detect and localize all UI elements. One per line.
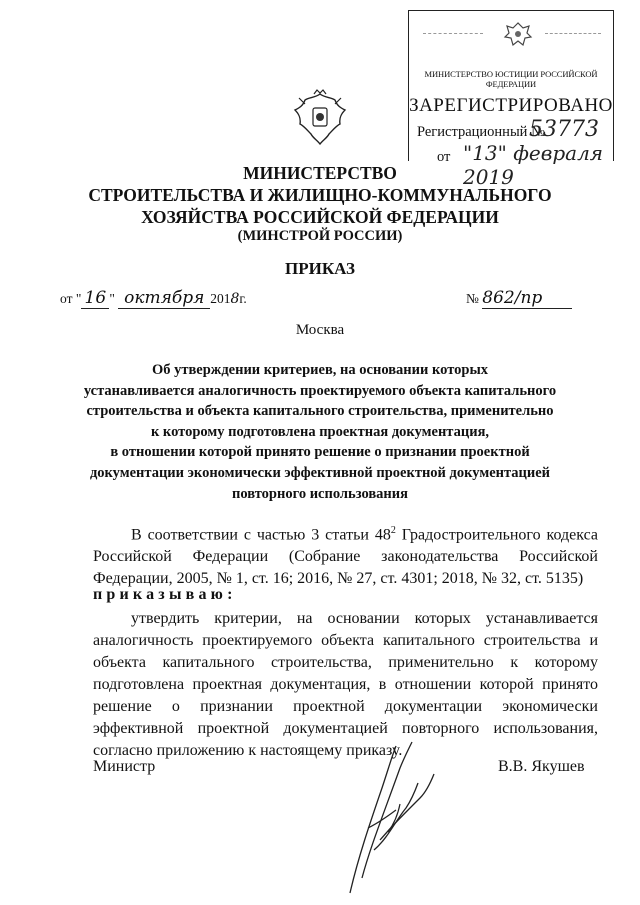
subject-line: документации экономически эффективной проектной документацией (89, 464, 551, 481)
stamp-date-label: от (437, 149, 451, 165)
coat-of-arms-icon (289, 88, 351, 150)
handwritten-signature (330, 728, 450, 898)
orders-word: приказываю: (93, 586, 237, 603)
order-number (466, 288, 572, 309)
city: Москва (295, 322, 345, 338)
stamp-noise (423, 33, 483, 40)
signatory-title: Министр (93, 758, 156, 775)
date-day: 16 (81, 288, 109, 309)
date-year-digit: 8 (230, 291, 240, 307)
stamp-noise (545, 33, 601, 40)
stamp-regnum-value: 53773 (529, 117, 599, 142)
ministry-short-name: (МИНСТРОЙ РОССИИ) (237, 228, 403, 244)
ministry-title-line: ХОЗЯЙСТВА РОССИЙСКОЙ ФЕДЕРАЦИИ (141, 207, 499, 227)
preamble-text-a: В соответствии с частью 3 статьи 48 (131, 526, 391, 544)
document-type: ПРИКАЗ (285, 259, 355, 278)
signatory-name: В.В. Якушев (498, 758, 585, 775)
ministry-title-line: СТРОИТЕЛЬСТВА И ЖИЛИЩНО-КОММУНАЛЬНОГО (88, 185, 552, 205)
date-day-close: " (109, 291, 115, 306)
ministry-title (60, 162, 580, 228)
number-prefix: № (466, 291, 479, 306)
stamp-emblem-icon (501, 19, 535, 51)
subject-line: к которому подготовлена проектная документация, (150, 423, 490, 440)
date-year-prefix: 201 (210, 291, 231, 306)
date-prefix: от " (60, 291, 82, 306)
stamp-regnum-label: Регистрационный № (417, 124, 545, 140)
stamp-registered-label: ЗАРЕГИСТРИРОВАНО (409, 95, 613, 116)
subject-line: Об утверждении критериев, на основании которых (151, 362, 489, 378)
date-month: октября (118, 288, 210, 309)
stamp-ministry-name: МИНИСТЕРСТВО ЮСТИЦИИ РОССИЙСКОЙ ФЕДЕРАЦИИ (424, 69, 598, 89)
subject-line: повторного использования (232, 485, 408, 502)
order-subject (80, 360, 560, 504)
order-date (60, 288, 247, 309)
subject-line: устанавливается аналогичность проектируемого объекта капитального (83, 382, 557, 399)
preamble-text-b: Градостроительного кодекса Российской Федерации (Собрание законодательства Российской Федерации, 2005, № 1, ст. 16; 2016, № 27, ст. 4301; 2018, № 32, ст. 5135) (93, 526, 598, 588)
number-value: 862/пр (482, 288, 572, 309)
date-year-suffix: г. (239, 291, 247, 306)
article-superscript: 2 (390, 525, 396, 536)
preamble-paragraph (93, 520, 598, 590)
ministry-title-line: МИНИСТЕРСТВО (243, 163, 397, 183)
subject-line: в отношении которой принято решение о признании проектной (110, 444, 530, 461)
subject-line: строительства и объекта капитального строительства, применительно (86, 403, 554, 420)
operative-paragraph: утвердить критерии, на основании которых устанавливается аналогичность проектируемого объекта капитального строительства и объекта капитального строительства, применительно к которому подготовлена проектная документация, в отношении которой принято решение о признании проектной документации экономически эффективной проектной документацией повторного использования, согласно приложению к настоящему приказу. (93, 610, 598, 759)
registration-stamp (408, 10, 614, 189)
stamp-date-value: "13" февраля 2019 (463, 141, 604, 189)
